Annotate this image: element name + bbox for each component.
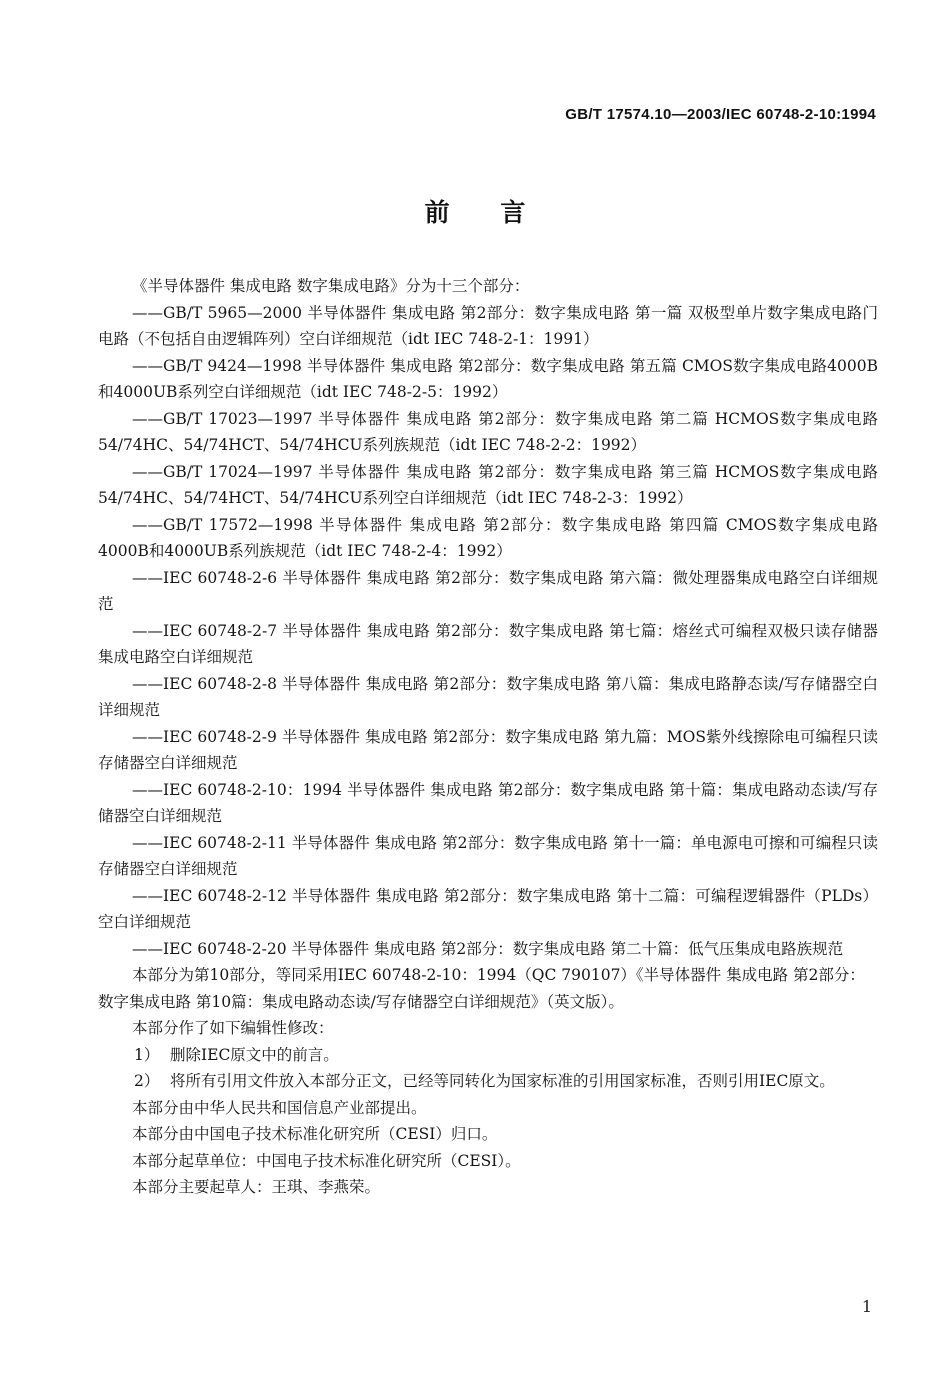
- edit-number: 2）: [134, 1072, 160, 1090]
- list-item: ——GB/T 9424—1998 半导体器件 集成电路 第2部分：数字集成电路 第五篇 CMOS数字集成电路4000B和4000UB系列空白详细规范（idt IEC 748-2-5：1992）: [98, 356, 878, 401]
- list-item: ——IEC 60748-2-7 半导体器件 集成电路 第2部分：数字集成电路 第七篇：熔丝式可编程双极只读存储器集成电路空白详细规范: [98, 621, 878, 666]
- list-item: ——IEC 60748-2-20 半导体器件 集成电路 第2部分：数字集成电路 第二十篇：低气压集成电路族规范: [132, 939, 844, 958]
- list-item: ——IEC 60748-2-12 半导体器件 集成电路 第2部分：数字集成电路 第十二篇：可编程逻辑器件（PLDs）空白详细规范: [98, 886, 878, 931]
- edit-text: 删除IEC原文中的前言。: [170, 1045, 339, 1064]
- edit-number: 1）: [134, 1045, 160, 1064]
- page-title: 前 言: [424, 198, 526, 227]
- list-item: ——IEC 60748-2-9 半导体器件 集成电路 第2部分：数字集成电路 第九篇：MOS紫外线擦除电可编程只读存储器空白详细规范: [98, 727, 878, 772]
- drafting-unit-paragraph: 本部分起草单位：中国电子技术标准化研究所（CESI）。: [132, 1151, 521, 1170]
- list-item: ——GB/T 17572—1998 半导体器件 集成电路 第2部分：数字集成电路 第四篇 CMOS数字集成电路 4000B和4000UB系列族规范（idt IEC 748-2-4：1992）: [98, 515, 878, 560]
- list-item: ——GB/T 17024—1997 半导体器件 集成电路 第2部分：数字集成电路 第三篇 HCMOS数字集成电路54/74HC、54/74HCT、54/74HCU系列空白详细规范（idt IEC 748-2-3：1992）: [98, 462, 878, 507]
- proposer-paragraph: 本部分由中华人民共和国信息产业部提出。: [132, 1098, 427, 1117]
- administrator-paragraph: 本部分由中国电子技术标准化研究所（CESI）归口。: [132, 1125, 498, 1143]
- edit-text: 将所有引用文件放入本部分正文，已经等同转化为国家标准的引用国家标准，否则引用IEC原文。: [170, 1072, 835, 1090]
- list-item: ——IEC 60748-2-6 半导体器件 集成电路 第2部分：数字集成电路 第六篇：微处理器集成电路空白详细规范: [98, 568, 878, 613]
- edit-item-1: [98, 1042, 878, 1069]
- edits-intro: 本部分作了如下编辑性修改：: [132, 1019, 334, 1037]
- adoption-paragraph: 本部分为第10部分，等同采用IEC 60748-2-10：1994（QC 790107）《半导体器件 集成电路 第2部分：数字集成电路 第10篇：集成电路动态读/写存储器空白详细规范》（英文版）。: [98, 966, 865, 1011]
- list-item: ——IEC 60748-2-8 半导体器件 集成电路 第2部分：数字集成电路 第八篇：集成电路静态读/写存储器空白详细规范: [98, 674, 878, 719]
- list-item: ——IEC 60748-2-10：1994 半导体器件 集成电路 第2部分：数字集成电路 第十篇：集成电路动态读/写存储器空白详细规范: [98, 780, 878, 825]
- edit-item-2: [98, 1068, 878, 1095]
- standard-number-header: GB/T 17574.10—2003/IEC 60748-2-10:1994: [565, 106, 876, 123]
- list-item: ——GB/T 5965—2000 半导体器件 集成电路 第2部分：数字集成电路 第一篇 双极型单片数字集成电路门电路（不包括自由逻辑阵列）空白详细规范（idt IEC 748-2-1：1991）: [98, 303, 878, 348]
- intro-paragraph: 《半导体器件 集成电路 数字集成电路》分为十三个部分：: [132, 277, 530, 295]
- list-item: ——GB/T 17023—1997 半导体器件 集成电路 第2部分：数字集成电路 第二篇 HCMOS数字集成电路54/74HC、54/74HCT、54/74HCU系列族规范（idt IEC 748-2-2：1992）: [98, 409, 878, 454]
- list-item: ——IEC 60748-2-11 半导体器件 集成电路 第2部分：数字集成电路 第十一篇：单电源电可擦和可编程只读存储器空白详细规范: [98, 833, 878, 878]
- drafters-paragraph: 本部分主要起草人：王琪、李燕荣。: [132, 1178, 381, 1196]
- page-number: 1: [861, 1297, 872, 1316]
- foreword-body: [98, 273, 878, 1201]
